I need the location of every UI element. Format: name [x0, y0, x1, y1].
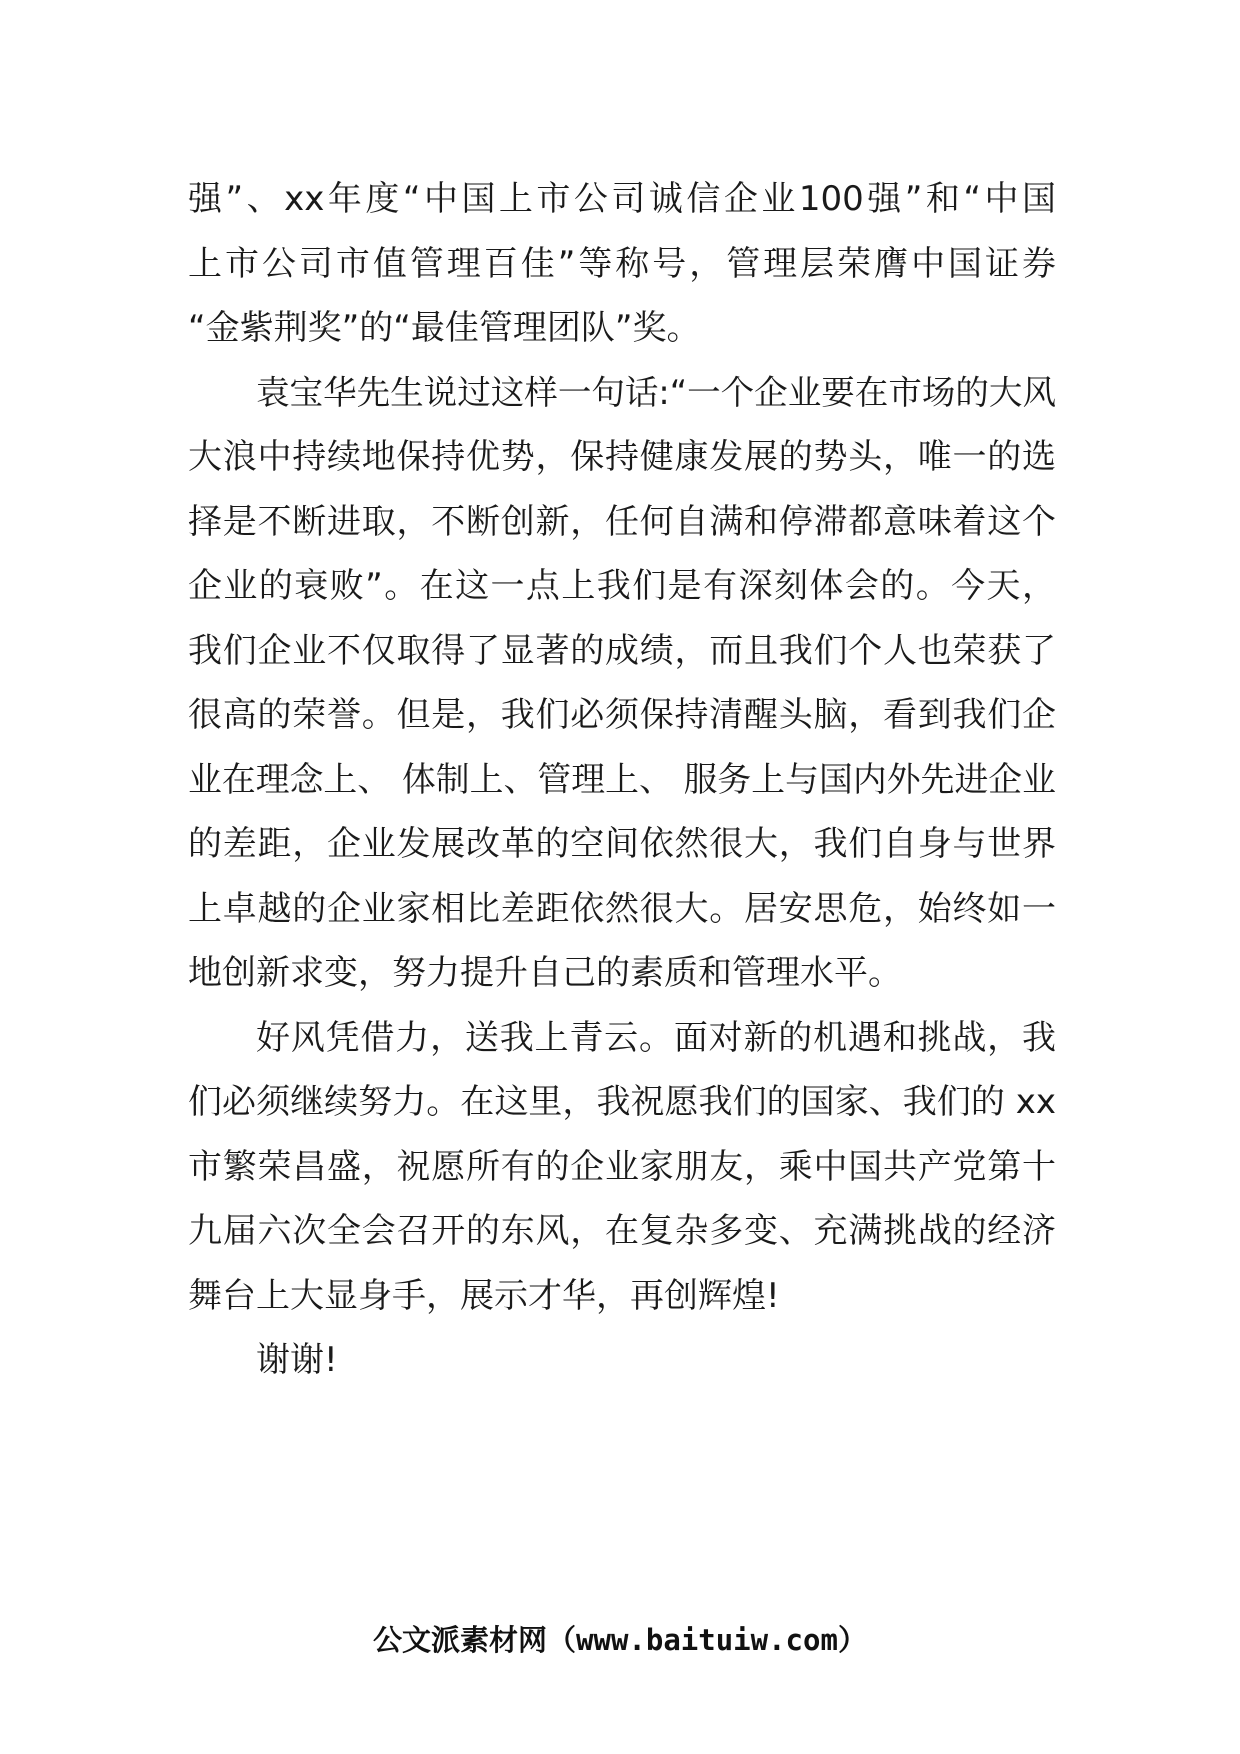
- paragraph-start-line: 好风凭借力，送我上青云。面对新的机遇和挑战，我: [256, 1017, 1056, 1058]
- text-line: 企业的衰败”。在这一点上我们是有深刻体会的。今天，: [188, 566, 1056, 606]
- text-line: 上卓越的企业家相比差距依然很大。居安思危，始终如一: [188, 888, 1056, 929]
- text-line: “金紫荆奖”的“最佳管理团队”奖。: [188, 308, 701, 348]
- closing-line: 谢谢!: [256, 1340, 338, 1380]
- text-line: 很高的荣誉。但是，我们必须保持清醒头脑，看到我们企: [188, 695, 1056, 735]
- text-line: 择是不断进取，不断创新，任何自满和停滞都意味着这个: [188, 501, 1056, 542]
- text-line: 大浪中持续地保持优势，保持健康发展的势头，唯一的选: [188, 437, 1056, 477]
- text-line: 的差距，企业发展改革的空间依然很大，我们自身与世界: [188, 824, 1056, 864]
- text-line: 强”、xx年度“中国上市公司诚信企业100强”和“中国: [188, 179, 1056, 219]
- paragraph-start-line: 袁宝华先生说过这样一句话:“一个企业要在市场的大风: [256, 372, 1056, 412]
- footer-source: 公文派素材网（www.baituiw.com）: [373, 1623, 867, 1657]
- text-line: 舞台上大显身手，展示才华，再创辉煌!: [188, 1275, 780, 1316]
- text-line: 市繁荣昌盛，祝愿所有的企业家朋友，乘中国共产党第十: [188, 1146, 1056, 1187]
- text-line: 业在理念上、 体制上、管理上、 服务上与国内外先进企业: [188, 759, 1056, 799]
- document-body: [188, 167, 1056, 1393]
- text-line: 上市公司市值管理百佳”等称号，管理层荣膺中国证券: [188, 243, 1056, 284]
- text-line: 我们企业不仅取得了显著的成绩，而且我们个人也荣获了: [188, 630, 1056, 671]
- text-line: 九届六次全会召开的东风，在复杂多变、充满挑战的经济: [188, 1211, 1056, 1251]
- text-line: 们必须继续努力。在这里，我祝愿我们的国家、我们的 xx: [188, 1082, 1056, 1122]
- text-line: 地创新求变，努力提升自己的素质和管理水平。: [188, 953, 902, 993]
